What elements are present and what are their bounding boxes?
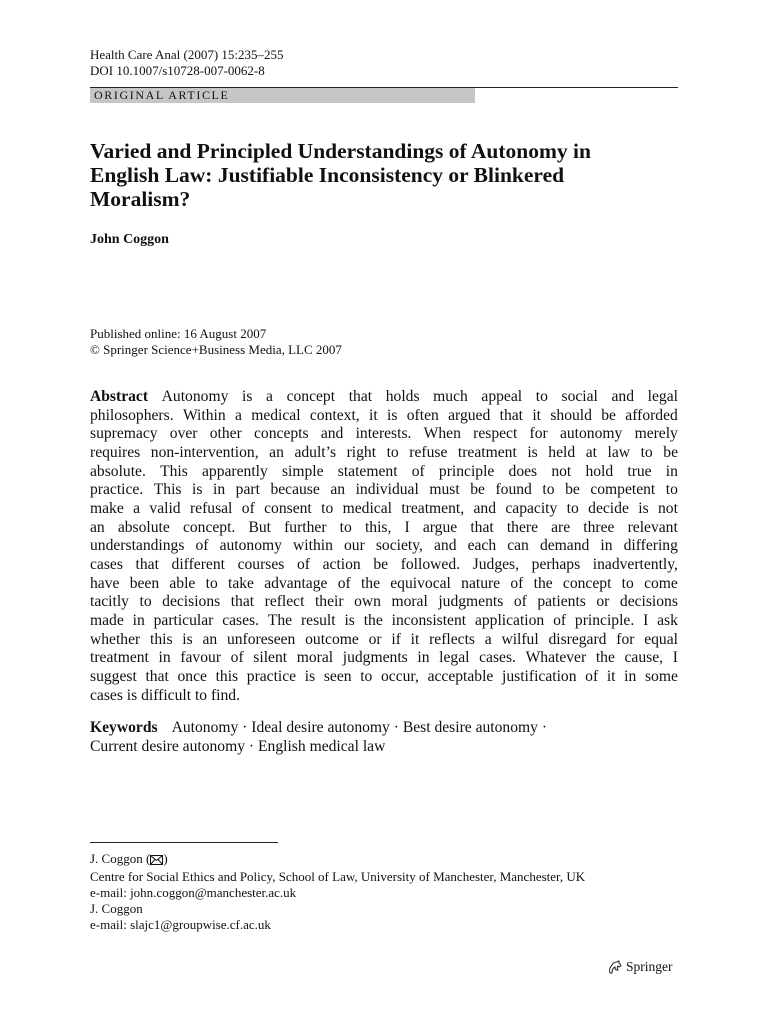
article-type-band (90, 88, 475, 103)
word: that (230, 593, 255, 611)
word: action (322, 555, 361, 573)
word: be (470, 481, 485, 499)
word: the (595, 649, 615, 667)
word: inadvertently, (592, 555, 678, 573)
abstract-line (90, 407, 678, 426)
word: acceptable (427, 667, 494, 685)
word: judgments (342, 649, 408, 667)
word: society, (375, 537, 423, 555)
footnote-email-1[interactable]: e-mail: john.coggon@manchester.ac.uk (90, 884, 297, 900)
word: legal (647, 388, 678, 405)
word: equal (644, 630, 678, 648)
word: application (474, 611, 545, 629)
word: to (339, 518, 352, 536)
word: moral (296, 649, 334, 667)
word: result (300, 611, 336, 629)
abstract-line (90, 444, 678, 463)
word: treatment, (401, 499, 465, 517)
word: to (665, 481, 678, 499)
title-line: Moralism? (90, 187, 191, 211)
word: practice (246, 667, 297, 685)
word: courses (237, 555, 285, 573)
footnote-email-2[interactable]: e-mail: slajc1@groupwise.cf.ac.uk (90, 916, 271, 932)
word: unforeseen (226, 630, 296, 648)
word: requires (90, 443, 141, 461)
word: and (320, 425, 344, 443)
word: of (230, 649, 244, 667)
word: relevant (627, 518, 678, 536)
word: understandings (90, 537, 185, 555)
word: it (532, 406, 541, 424)
word: to (621, 574, 634, 592)
journal-header (90, 47, 284, 79)
word: reflect (264, 593, 305, 611)
word: is (304, 667, 316, 685)
word: of (337, 574, 351, 592)
abstract-line (90, 481, 678, 500)
word: concepts (254, 425, 309, 443)
word: and (611, 388, 635, 405)
word: for (529, 425, 548, 443)
author-name-2: J. Coggon (90, 901, 143, 916)
word: occur, (381, 667, 419, 685)
abstract-line (90, 463, 678, 482)
word: the (533, 574, 553, 592)
word: adult’s (294, 443, 337, 461)
abstract-line (90, 631, 678, 650)
word: it (606, 667, 616, 685)
word: I (404, 518, 410, 536)
abstract-line (90, 593, 678, 612)
word: to (205, 574, 218, 592)
word: other (209, 425, 242, 443)
word: to (535, 388, 548, 405)
word: not (551, 462, 572, 480)
publication-info (90, 326, 342, 358)
author-name: John Coggon (90, 232, 169, 247)
word: at (585, 443, 597, 461)
word: of (553, 611, 567, 629)
word: or (368, 630, 382, 648)
keywords-line (90, 719, 678, 738)
word: individual (355, 481, 419, 499)
word: concept (286, 388, 336, 405)
word: outcome (305, 630, 359, 648)
envelope-icon (150, 853, 163, 869)
word: demand (539, 537, 590, 555)
word: true (627, 462, 652, 480)
word: When (423, 425, 461, 443)
published-date: Published online: 16 August 2007 (90, 326, 267, 341)
word: is (344, 611, 355, 629)
word: our (343, 537, 365, 555)
author-name-1: J. Coggon ( (90, 851, 151, 866)
word: concept. (182, 518, 236, 536)
word: this, (364, 518, 392, 536)
word: that (499, 406, 523, 424)
word: be (565, 481, 580, 499)
word: should (550, 406, 592, 424)
word: in (132, 611, 145, 629)
keywords-line: Current desire autonomy · English medical law (90, 737, 386, 755)
journal-citation: Health Care Anal (2007) 15:235–255 (90, 47, 284, 62)
word: be (601, 406, 616, 424)
abstract-line (90, 649, 678, 668)
abstract (90, 388, 678, 705)
word: treatment (457, 443, 517, 461)
word: each (467, 537, 497, 555)
word: once (177, 667, 207, 685)
word: The (267, 611, 293, 629)
word: followed. (400, 555, 461, 573)
word: of (510, 574, 524, 592)
word: or (596, 593, 610, 611)
word: are (551, 518, 571, 536)
word: legal (439, 649, 470, 667)
word: absolute (117, 518, 170, 536)
word: is (242, 388, 253, 405)
word: cases. (479, 649, 516, 667)
article-type-label: ORIGINAL ARTICLE (94, 88, 230, 102)
word: nature (461, 574, 501, 592)
word: concept (562, 574, 612, 592)
word: I (672, 649, 678, 667)
word: medical (251, 406, 301, 424)
word: appeal (481, 388, 523, 405)
word: to (139, 593, 152, 611)
word: ask (657, 611, 678, 629)
word: can (507, 537, 529, 555)
abstract-line (90, 425, 678, 444)
word: This (160, 462, 188, 480)
word: autonomy (219, 537, 282, 555)
word: cases. (222, 611, 260, 629)
keywords-label: Keywords (90, 719, 158, 736)
word: to (360, 667, 373, 685)
word: within (293, 537, 333, 555)
word: of (513, 593, 527, 611)
word: law (607, 443, 631, 461)
abstract-line (90, 612, 678, 631)
word: competent (590, 481, 656, 499)
word: some (644, 667, 678, 685)
footnote-author-2 (90, 901, 271, 933)
word: for (616, 630, 635, 648)
word: medical (342, 499, 392, 517)
word: argue (422, 518, 458, 536)
word: to (386, 443, 399, 461)
word: not (658, 499, 678, 517)
word: over (169, 425, 198, 443)
word: able (169, 574, 196, 592)
word: there (506, 518, 538, 536)
word: a (484, 630, 492, 648)
footnote-author-1 (90, 851, 585, 900)
abstract-line (90, 668, 678, 687)
word: made (90, 611, 124, 629)
word: to (566, 499, 579, 517)
word: it (410, 630, 420, 648)
publisher-logo (607, 959, 673, 975)
word: apparently (201, 462, 268, 480)
word: Whatever (525, 649, 587, 667)
word: context, (309, 406, 360, 424)
word: decisions (162, 593, 221, 611)
word: be (663, 443, 678, 461)
word: whether (90, 630, 141, 648)
word: in (417, 649, 430, 667)
word: particular (153, 611, 214, 629)
word: and (473, 499, 496, 517)
word: statement (337, 462, 398, 480)
word: refuse (409, 443, 448, 461)
title-line: English Law: Justifiable Inconsistency or Blinkered (90, 163, 565, 187)
word: is (182, 630, 193, 648)
word: favour (180, 649, 222, 667)
word: to (542, 481, 555, 499)
word: is (387, 406, 398, 424)
word: three (583, 518, 615, 536)
word: justification (502, 667, 577, 685)
word: because (270, 481, 320, 499)
word: that (348, 388, 373, 405)
word: a (234, 406, 242, 424)
word: of (411, 462, 425, 480)
word: in (212, 481, 226, 499)
word: consent (264, 499, 312, 517)
word: an (269, 443, 284, 461)
word: philosophers. (90, 406, 174, 424)
word: part (235, 481, 260, 499)
abstract-line: cases is difficult to find. (90, 686, 240, 704)
word: simple (281, 462, 324, 480)
abstract-label: Abstract (90, 388, 149, 405)
word: But (248, 518, 271, 536)
word: is (527, 443, 538, 461)
word: often (406, 406, 439, 424)
word: judgments (438, 593, 504, 611)
word: wilful (501, 630, 539, 648)
word: of (296, 555, 310, 573)
word: practice. (90, 481, 144, 499)
word: perhaps (531, 555, 581, 573)
word: autonomy (559, 425, 623, 443)
word: decisions (619, 593, 678, 611)
word: this (150, 630, 173, 648)
abstract-line (90, 500, 678, 519)
publisher-name: Springer (626, 959, 673, 974)
word: equivocal (390, 574, 451, 592)
word: disregard (548, 630, 607, 648)
word: interests. (355, 425, 412, 443)
word: and (433, 537, 457, 555)
word: an (202, 630, 218, 648)
word: held (548, 443, 576, 461)
word: different (171, 555, 225, 573)
word: respect (473, 425, 518, 443)
word: this (215, 667, 239, 685)
footnote-name-line (90, 851, 585, 869)
word: it (369, 406, 378, 424)
abstract-line (90, 575, 678, 594)
word: does (508, 462, 538, 480)
footnote-affiliation: Centre for Social Ethics and Policy, School of Law, University of Manchester, Manchester, UK (90, 868, 586, 884)
word: is (638, 499, 649, 517)
word: come (644, 574, 678, 592)
word: further (284, 518, 327, 536)
word: capacity (505, 499, 558, 517)
word: that (135, 555, 159, 573)
word: if (391, 630, 401, 648)
word: been (129, 574, 160, 592)
word: social (561, 388, 598, 405)
word: must (429, 481, 460, 499)
word: absolute. (90, 462, 146, 480)
abstract-line (90, 388, 678, 407)
springer-horse-icon (607, 960, 623, 975)
word: to (640, 443, 653, 461)
word: their (314, 593, 344, 611)
word: an (90, 518, 105, 536)
footnote-rule (90, 842, 278, 843)
abstract-line (90, 519, 678, 538)
word: cases (90, 555, 123, 573)
word: the (363, 611, 383, 629)
word: supremacy (90, 425, 158, 443)
word: valid (149, 499, 181, 517)
word: silent (253, 649, 288, 667)
word: is (192, 481, 203, 499)
word: Within (182, 406, 226, 424)
word: seen (323, 667, 352, 685)
word: that (470, 518, 494, 536)
word: make (90, 499, 124, 517)
word: principle. (574, 611, 635, 629)
word: decide (588, 499, 629, 517)
word: of (195, 537, 209, 555)
word: of (585, 667, 599, 685)
copyright-notice: © Springer Science+Business Media, LLC 2007 (90, 342, 342, 357)
word: that (145, 667, 169, 685)
word: to (321, 499, 334, 517)
word: in (600, 537, 613, 555)
word: in (624, 667, 637, 685)
word: holds (385, 388, 420, 405)
article-title (90, 139, 690, 211)
keywords (90, 719, 678, 756)
word: a (266, 388, 273, 405)
word: found (495, 481, 532, 499)
abstract-line (90, 556, 678, 575)
word: refusal (189, 499, 233, 517)
word: Judges, (472, 555, 520, 573)
author-name-1-close: ) (163, 851, 168, 866)
word: cause, (624, 649, 664, 667)
word: This (153, 481, 182, 499)
word: an (330, 481, 346, 499)
word: be (373, 555, 389, 573)
word: suggest (90, 667, 137, 685)
word: tacitly (90, 593, 129, 611)
word: take (228, 574, 254, 592)
word: principle (438, 462, 495, 480)
word: a (133, 499, 141, 517)
word: much (433, 388, 468, 405)
word: moral (391, 593, 428, 611)
word: patients (537, 593, 586, 611)
word: right (346, 443, 377, 461)
word: inconsistent (391, 611, 467, 629)
word: I (643, 611, 649, 629)
word: the (360, 574, 381, 592)
word: hold (585, 462, 614, 480)
word: afforded (625, 406, 678, 424)
abstract-line (90, 537, 678, 556)
word: in (665, 462, 678, 480)
doi[interactable]: DOI 10.1007/s10728-007-0062-8 (90, 63, 265, 78)
word: in (158, 649, 171, 667)
keywords-text: Autonomy · Ideal desire autonomy · Best desire autonomy · (171, 719, 548, 736)
word: differing (623, 537, 678, 555)
word: treatment (90, 649, 149, 667)
word: advantage (264, 574, 328, 592)
word: merely (634, 425, 678, 443)
title-line: Varied and Principled Understandings of Autonomy in (90, 139, 591, 163)
word: non-intervention, (150, 443, 259, 461)
word: reflects (429, 630, 475, 648)
word: own (354, 593, 381, 611)
word: Autonomy (161, 388, 229, 405)
word: of (241, 499, 255, 517)
word: have (90, 574, 120, 592)
word: argued (448, 406, 491, 424)
